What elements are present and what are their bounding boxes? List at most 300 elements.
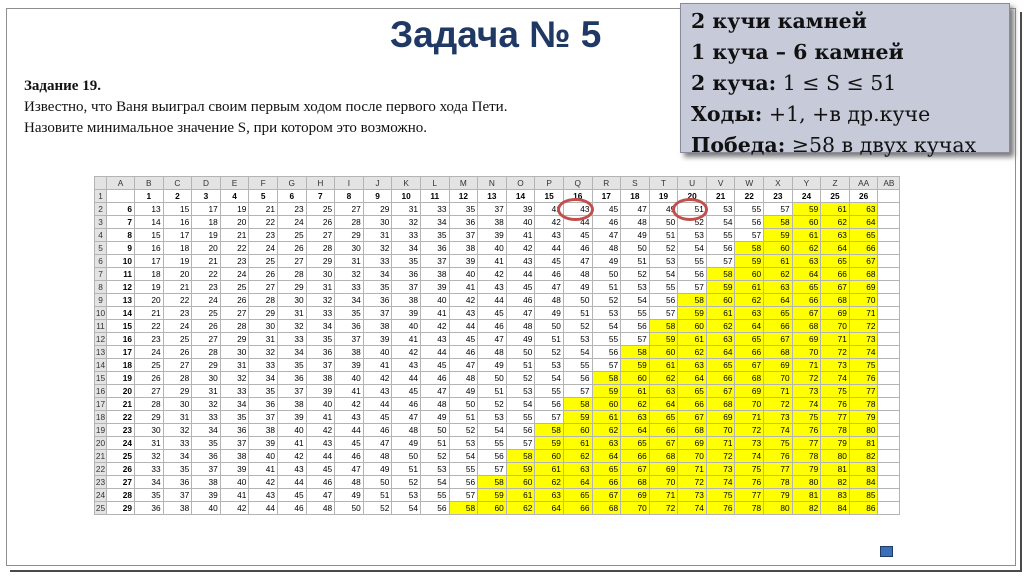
cell[interactable]: 40 [363,346,392,359]
cell[interactable]: 59 [678,307,707,320]
cell[interactable]: 35 [220,411,249,424]
cell[interactable]: 73 [706,463,735,476]
row-header[interactable]: 5 [95,242,107,255]
cell[interactable]: 43 [363,385,392,398]
cell[interactable]: 67 [764,333,793,346]
row-header[interactable]: 17 [95,398,106,409]
cell[interactable]: 23 [192,281,221,294]
cell[interactable]: 48 [592,242,621,255]
cell[interactable]: 50 [535,320,564,333]
cell[interactable]: 7 [107,216,135,229]
cell[interactable]: 60 [563,424,592,437]
cell[interactable]: 35 [392,255,421,268]
column-header[interactable]: F [249,177,278,190]
cell[interactable]: 8 [335,190,364,203]
cell[interactable] [878,359,900,372]
cell[interactable] [107,190,135,203]
cell[interactable]: 8 [107,229,135,242]
cell[interactable]: 55 [649,281,678,294]
cell[interactable]: 65 [792,281,821,294]
cell[interactable]: 51 [478,385,507,398]
cell[interactable]: 26 [277,242,306,255]
cell[interactable]: 22 [107,411,135,424]
cell[interactable]: 43 [563,203,592,216]
cell[interactable]: 40 [478,242,507,255]
column-header[interactable]: S [621,177,650,190]
cell[interactable]: 49 [392,437,421,450]
cell[interactable]: 29 [363,203,392,216]
cell[interactable]: 69 [792,333,821,346]
cell[interactable]: 64 [764,294,793,307]
cell[interactable]: 46 [449,346,478,359]
cell[interactable]: 25 [220,281,249,294]
cell[interactable]: 62 [678,346,707,359]
cell[interactable]: 32 [249,346,278,359]
cell[interactable]: 18 [135,268,164,281]
cell[interactable]: 43 [449,307,478,320]
cell[interactable]: 46 [335,450,364,463]
cell[interactable]: 85 [849,489,878,502]
cell[interactable]: 61 [792,229,821,242]
cell[interactable]: 68 [621,476,650,489]
cell[interactable]: 15 [107,320,135,333]
cell[interactable]: 41 [277,437,306,450]
cell[interactable]: 15 [163,203,192,216]
cell[interactable] [878,190,900,203]
cell[interactable]: 59 [706,281,735,294]
cell[interactable]: 61 [735,281,764,294]
column-header[interactable]: C [163,177,192,190]
cell[interactable]: 29 [107,502,135,515]
cell[interactable]: 31 [277,307,306,320]
cell[interactable]: 73 [764,411,793,424]
cell[interactable]: 66 [735,346,764,359]
cell[interactable]: 54 [449,450,478,463]
cell[interactable]: 45 [535,255,564,268]
cell[interactable]: 15 [535,190,564,203]
cell[interactable]: 34 [249,372,278,385]
cell[interactable]: 55 [478,437,507,450]
cell[interactable]: 36 [277,372,306,385]
cell[interactable]: 69 [621,489,650,502]
column-header[interactable]: A [107,177,135,190]
cell[interactable]: 40 [220,476,249,489]
cell[interactable]: 59 [764,229,793,242]
cell[interactable]: 46 [306,476,335,489]
cell[interactable]: 70 [706,424,735,437]
cell[interactable]: 53 [649,255,678,268]
cell[interactable]: 54 [563,346,592,359]
cell[interactable]: 41 [249,463,278,476]
cell[interactable]: 17 [192,203,221,216]
cell[interactable]: 31 [220,359,249,372]
cell[interactable]: 44 [506,268,535,281]
cell[interactable]: 69 [706,411,735,424]
cell[interactable]: 43 [249,489,278,502]
cell[interactable]: 30 [335,242,364,255]
cell[interactable]: 42 [449,294,478,307]
cell[interactable]: 54 [506,398,535,411]
cell[interactable]: 41 [392,333,421,346]
cell[interactable]: 21 [220,229,249,242]
cell[interactable]: 52 [535,346,564,359]
column-header[interactable]: T [649,177,678,190]
cell[interactable]: 33 [363,255,392,268]
cell[interactable]: 34 [192,424,221,437]
cell[interactable] [878,216,900,229]
cell[interactable]: 70 [792,346,821,359]
cell[interactable]: 60 [506,476,535,489]
cell[interactable]: 49 [449,385,478,398]
column-header[interactable]: B [135,177,164,190]
cell[interactable]: 41 [535,203,564,216]
cell[interactable]: 32 [220,372,249,385]
cell[interactable]: 33 [335,281,364,294]
cell[interactable]: 44 [563,216,592,229]
cell[interactable]: 77 [764,463,793,476]
cell[interactable]: 54 [621,294,650,307]
cell[interactable]: 58 [592,372,621,385]
cell[interactable]: 26 [306,216,335,229]
cell[interactable]: 34 [420,216,449,229]
cell[interactable]: 57 [764,203,793,216]
cell[interactable]: 33 [192,411,221,424]
row-header[interactable]: 4 [95,229,107,242]
cell[interactable]: 27 [306,229,335,242]
row-header[interactable]: 14 [95,359,106,370]
cell[interactable]: 33 [220,385,249,398]
cell[interactable]: 66 [678,398,707,411]
cell[interactable]: 53 [621,281,650,294]
cell[interactable]: 49 [335,489,364,502]
cell[interactable]: 52 [363,502,392,515]
cell[interactable]: 37 [449,229,478,242]
cell[interactable]: 70 [678,450,707,463]
cell[interactable] [878,281,900,294]
cell[interactable]: 64 [621,424,650,437]
cell[interactable]: 17 [107,346,135,359]
cell[interactable]: 23 [249,229,278,242]
cell[interactable]: 77 [849,385,878,398]
cell[interactable]: 71 [649,489,678,502]
cell[interactable]: 53 [592,307,621,320]
row-header[interactable]: 13 [95,346,106,357]
row-header[interactable]: 11 [96,320,105,331]
cell[interactable]: 41 [306,411,335,424]
cell[interactable]: 66 [621,450,650,463]
row-header[interactable]: 20 [95,437,106,448]
cell[interactable]: 34 [363,268,392,281]
cell[interactable]: 51 [649,229,678,242]
cell[interactable]: 51 [563,307,592,320]
cell[interactable]: 17 [163,229,192,242]
cell[interactable]: 24 [220,268,249,281]
cell[interactable]: 47 [335,463,364,476]
cell[interactable]: 63 [678,359,707,372]
cell[interactable] [878,372,900,385]
cell[interactable]: 66 [764,320,793,333]
cell[interactable]: 26 [163,346,192,359]
cell[interactable]: 54 [478,424,507,437]
cell[interactable]: 76 [764,450,793,463]
cell[interactable]: 55 [506,411,535,424]
cell[interactable] [878,476,900,489]
cell[interactable]: 22 [163,294,192,307]
cell[interactable]: 53 [678,229,707,242]
cell[interactable]: 60 [621,372,650,385]
cell[interactable]: 25 [163,333,192,346]
cell[interactable]: 9 [363,190,392,203]
cell[interactable]: 27 [107,476,135,489]
column-header[interactable]: D [192,177,221,190]
cell[interactable]: 83 [849,463,878,476]
cell[interactable]: 72 [849,320,878,333]
cell[interactable]: 49 [592,255,621,268]
cell[interactable]: 77 [821,411,850,424]
cell[interactable]: 51 [420,437,449,450]
cell[interactable]: 63 [649,385,678,398]
cell[interactable]: 72 [792,372,821,385]
cell[interactable]: 25 [277,229,306,242]
cell[interactable]: 55 [535,385,564,398]
cell[interactable]: 37 [306,359,335,372]
cell[interactable]: 49 [621,229,650,242]
cell[interactable]: 69 [821,307,850,320]
cell[interactable]: 53 [535,359,564,372]
cell[interactable]: 69 [678,437,707,450]
row-header[interactable]: 10 [95,307,106,318]
cell[interactable]: 16 [107,333,135,346]
cell[interactable]: 13 [107,294,135,307]
cell[interactable]: 42 [478,268,507,281]
cell[interactable]: 23 [107,424,135,437]
cell[interactable] [878,307,900,320]
cell[interactable] [878,333,900,346]
cell[interactable]: 60 [792,216,821,229]
cell[interactable]: 76 [706,502,735,515]
cell[interactable]: 43 [306,437,335,450]
row-header[interactable]: 6 [95,255,107,268]
cell[interactable]: 24 [249,242,278,255]
cell[interactable]: 74 [849,346,878,359]
cell[interactable]: 57 [678,281,707,294]
cell[interactable]: 52 [621,268,650,281]
cell[interactable] [878,385,900,398]
cell[interactable]: 65 [735,333,764,346]
cell[interactable]: 41 [363,359,392,372]
cell[interactable]: 25 [306,203,335,216]
cell[interactable]: 66 [706,372,735,385]
cell[interactable]: 46 [535,268,564,281]
cell[interactable]: 21 [135,307,164,320]
cell[interactable]: 65 [821,255,850,268]
cell[interactable]: 24 [277,216,306,229]
cell[interactable]: 76 [849,372,878,385]
cell[interactable]: 23 [220,255,249,268]
column-header[interactable]: Q [563,177,592,190]
row-header[interactable]: 1 [95,190,107,203]
row-header[interactable]: 22 [95,463,106,474]
cell[interactable]: 28 [135,398,164,411]
cell[interactable]: 61 [678,333,707,346]
cell[interactable]: 59 [506,463,535,476]
row-header[interactable]: 16 [95,385,106,396]
cell[interactable]: 31 [335,255,364,268]
row-header[interactable]: 19 [95,424,106,435]
cell[interactable]: 56 [621,320,650,333]
row-header[interactable]: 9 [95,294,107,307]
cell[interactable]: 52 [449,424,478,437]
cell[interactable]: 68 [849,268,878,281]
cell[interactable]: 19 [192,229,221,242]
cell[interactable]: 47 [506,307,535,320]
cell[interactable]: 48 [363,450,392,463]
cell[interactable]: 26 [135,372,164,385]
column-header[interactable]: Z [821,177,850,190]
cell[interactable]: 45 [277,489,306,502]
cell[interactable]: 54 [420,476,449,489]
cell[interactable]: 27 [163,359,192,372]
cell[interactable]: 63 [764,281,793,294]
cell[interactable]: 40 [249,450,278,463]
cell[interactable]: 76 [735,476,764,489]
cell[interactable]: 65 [563,489,592,502]
cell[interactable]: 37 [277,385,306,398]
cell[interactable]: 39 [249,437,278,450]
cell[interactable]: 21 [249,203,278,216]
cell[interactable] [878,437,900,450]
cell[interactable]: 19 [163,255,192,268]
cell[interactable]: 78 [849,398,878,411]
cell[interactable]: 30 [135,424,164,437]
cell[interactable]: 60 [706,294,735,307]
cell[interactable]: 63 [792,255,821,268]
cell[interactable]: 29 [163,385,192,398]
cell[interactable]: 4 [220,190,249,203]
cell[interactable]: 33 [163,437,192,450]
cell[interactable]: 72 [678,476,707,489]
cell[interactable]: 71 [764,385,793,398]
cell[interactable]: 58 [535,424,564,437]
column-header[interactable]: H [306,177,335,190]
cell[interactable]: 24 [792,190,821,203]
cell[interactable]: 18 [107,359,135,372]
cell[interactable]: 54 [535,372,564,385]
cell[interactable]: 44 [392,372,421,385]
cell[interactable]: 45 [335,437,364,450]
cell[interactable]: 75 [792,411,821,424]
cell[interactable]: 28 [306,242,335,255]
cell[interactable] [878,424,900,437]
cell[interactable]: 55 [735,203,764,216]
cell[interactable]: 49 [363,463,392,476]
cell[interactable]: 27 [249,281,278,294]
cell[interactable]: 17 [135,255,164,268]
cell[interactable]: 57 [649,307,678,320]
cell[interactable]: 39 [335,359,364,372]
cell[interactable]: 45 [592,203,621,216]
cell[interactable]: 38 [335,346,364,359]
cell[interactable]: 40 [506,216,535,229]
cell[interactable]: 74 [764,424,793,437]
cell[interactable]: 70 [649,476,678,489]
cell[interactable]: 55 [592,333,621,346]
cell[interactable]: 3 [192,190,221,203]
cell[interactable]: 28 [192,346,221,359]
cell[interactable]: 63 [563,463,592,476]
cell[interactable]: 50 [392,450,421,463]
row-header[interactable]: 15 [95,372,106,383]
cell[interactable]: 61 [592,411,621,424]
cell[interactable]: 28 [249,294,278,307]
cell[interactable]: 22 [192,268,221,281]
cell[interactable]: 59 [592,385,621,398]
cell[interactable]: 33 [277,333,306,346]
cell[interactable]: 5 [249,190,278,203]
cell[interactable]: 70 [821,320,850,333]
cell[interactable]: 75 [821,385,850,398]
column-header[interactable]: X [764,177,793,190]
row-header[interactable]: 2 [95,203,107,216]
cell[interactable]: 47 [621,203,650,216]
cell[interactable]: 62 [621,398,650,411]
cell[interactable]: 21 [107,398,135,411]
cell[interactable]: 48 [306,502,335,515]
cell[interactable]: 10 [107,255,135,268]
cell[interactable]: 28 [220,320,249,333]
cell[interactable] [878,398,900,411]
cell[interactable]: 56 [535,398,564,411]
cell[interactable]: 50 [478,372,507,385]
row-header[interactable]: 18 [95,411,106,422]
cell[interactable]: 64 [821,242,850,255]
cell[interactable]: 20 [678,190,707,203]
cell[interactable]: 54 [649,268,678,281]
cell[interactable]: 38 [306,372,335,385]
cell[interactable]: 31 [192,385,221,398]
cell[interactable]: 56 [706,242,735,255]
cell[interactable]: 51 [392,463,421,476]
cell[interactable]: 1 [135,190,164,203]
cell[interactable]: 52 [592,294,621,307]
cell[interactable]: 34 [335,294,364,307]
cell[interactable]: 68 [735,372,764,385]
cell[interactable]: 63 [706,333,735,346]
spreadsheet-table[interactable] [94,176,900,515]
cell[interactable]: 52 [678,216,707,229]
cell[interactable]: 62 [821,216,850,229]
cell[interactable]: 53 [563,333,592,346]
cell[interactable]: 48 [392,424,421,437]
cell[interactable]: 57 [735,229,764,242]
cell[interactable]: 56 [592,346,621,359]
cell[interactable]: 36 [163,476,192,489]
cell[interactable]: 35 [363,281,392,294]
cell[interactable]: 68 [649,450,678,463]
cell[interactable]: 59 [792,203,821,216]
cell[interactable]: 67 [678,411,707,424]
cell[interactable]: 14 [506,190,535,203]
cell[interactable]: 50 [592,268,621,281]
cell[interactable]: 37 [420,255,449,268]
cell[interactable]: 50 [335,502,364,515]
column-header[interactable]: J [363,177,392,190]
cell[interactable]: 41 [478,255,507,268]
cell[interactable]: 44 [277,476,306,489]
column-header[interactable]: I [335,177,364,190]
cell[interactable]: 82 [792,502,821,515]
cell[interactable]: 48 [478,346,507,359]
